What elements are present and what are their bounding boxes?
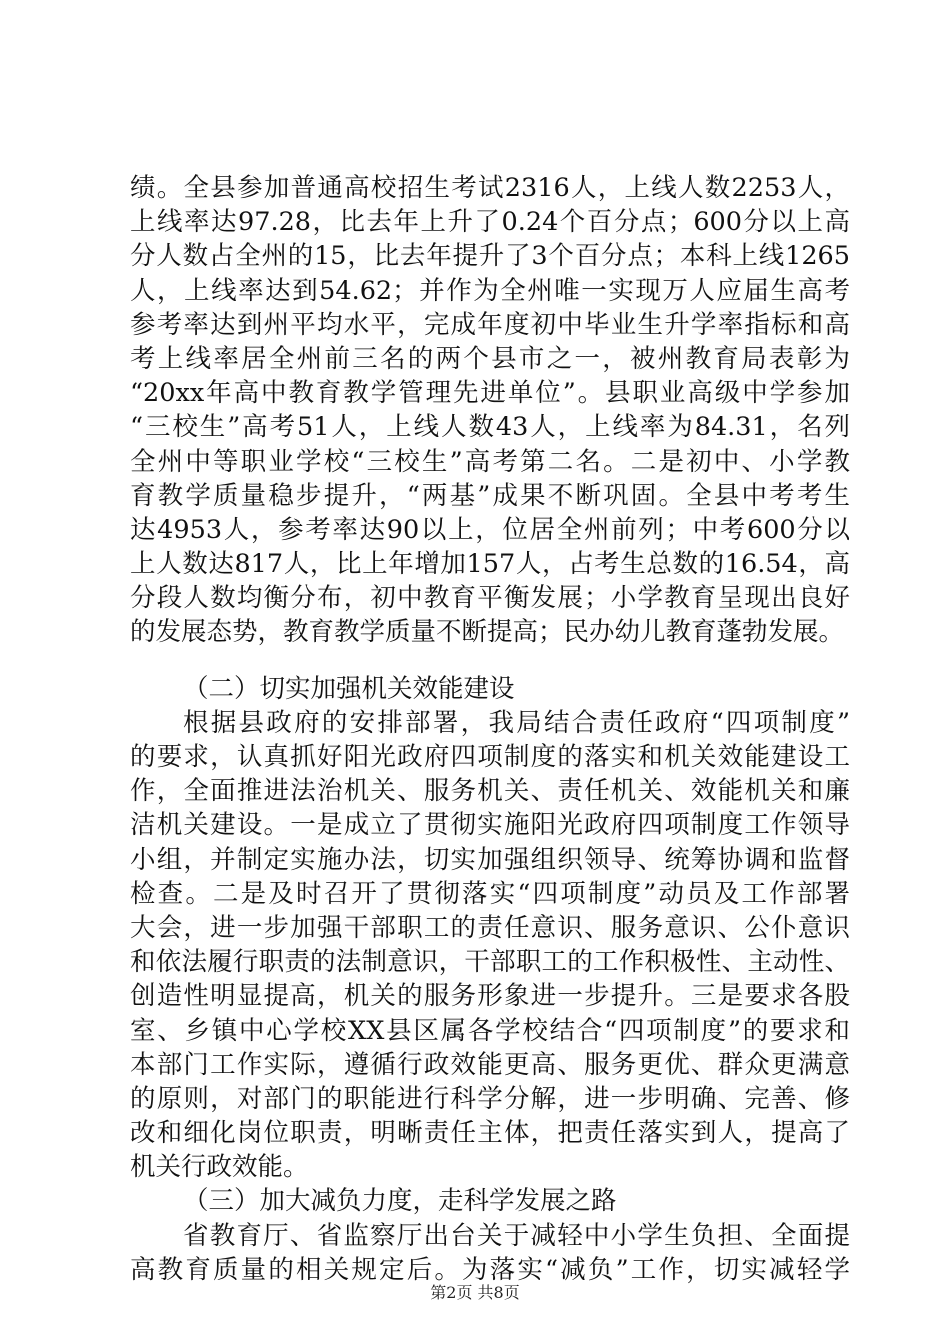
section-heading: （二）切实加强机关效能建设: [183, 673, 515, 704]
text-line: 绩。全县参加普通高校招生考试2316人，上线人数2253人，: [130, 173, 850, 203]
text-line: 分人数占全州的15，比去年提升了3个百分点；本科上线1265: [130, 241, 850, 272]
text-line: 改和细化岗位职责，明晰责任主体，把责任落实到人，提高了: [130, 1118, 850, 1149]
text-line: 大会，进一步加强干部职工的责任意识、服务意识、公仆意识: [130, 912, 850, 943]
text-line: 小组，并制定实施办法，切实加强组织领导、统筹协调和监督: [130, 844, 850, 875]
text-line: 的要求，认真抓好阳光政府四项制度的落实和机关效能建设工: [130, 742, 850, 772]
text-line: 全州中等职业学校“三校生”高考第二名。二是初中、小学教: [130, 446, 850, 477]
text-line: 检查。二是及时召开了贯彻落实“四项制度”动员及工作部署: [130, 878, 850, 909]
text-line: “20xx年高中教育教学管理先进单位”。县职业高级中学参加: [130, 378, 850, 409]
text-line: “三校生”高考51人，上线人数43人，上线率为84.31，名列: [130, 412, 850, 443]
text-line: 根据县政府的安排部署，我局结合责任政府“四项制度”: [183, 707, 850, 738]
text-line: 育教学质量稳步提升，“两基”成果不断巩固。全县中考考生: [130, 480, 850, 511]
paragraph-exam-results: [130, 171, 850, 650]
text-line: 作，全面推进法治机关、服务机关、责任机关、效能机关和廉: [130, 776, 850, 807]
text-line: 上线率达97.28，比去年上升了0.24个百分点；600分以上高: [130, 207, 850, 238]
text-line: 室、乡镇中心学校XX县区属各学校结合“四项制度”的要求和: [130, 1015, 850, 1046]
section-burden-reduction: [130, 1184, 850, 1287]
text-line: 本部门工作实际，遵循行政效能更高、服务更优、群众更满意: [130, 1049, 850, 1080]
text-line: 高教育质量的相关规定后。为落实“减负”工作，切实减轻学: [130, 1254, 850, 1285]
text-line: 洁机关建设。一是成立了贯彻实施阳光政府四项制度工作领导: [130, 810, 850, 841]
page-footer: 第2页 共8页: [430, 1283, 520, 1302]
text-line: 达4953人，参考率达90以上，位居全州前列；中考600分以: [130, 514, 850, 545]
text-line: 考上线率居全州前三名的两个县市之一，被州教育局表彰为: [130, 343, 850, 374]
text-line: 人，上线率达到54.62；并作为全州唯一实现万人应届生高考: [130, 275, 850, 306]
section-heading: （三）加大减负力度，走科学发展之路: [183, 1186, 617, 1217]
paragraph-gap: [130, 650, 850, 672]
text-line: 和依法履行职责的法制意识，干部职工的工作积极性、主动性、: [130, 947, 850, 978]
section-efficiency: [130, 672, 850, 1185]
text-line: 创造性明显提高，机关的服务形象进一步提升。三是要求各股: [130, 981, 850, 1012]
text-line: 省教育厅、省监察厅出台关于减轻中小学生负担、全面提: [183, 1220, 850, 1251]
text-line: 参考率达到州平均水平，完成年度初中毕业生升学率指标和高: [130, 309, 850, 340]
document-body: [130, 171, 850, 1287]
text-line: 的发展态势，教育教学质量不断提高；民办幼儿教育蓬勃发展。: [130, 617, 845, 648]
text-line: 的原则，对部门的职能进行科学分解，进一步明确、完善、修: [130, 1083, 850, 1114]
text-line: 上人数达817人，比上年增加157人，占考生总数的16.54，高: [130, 549, 850, 580]
text-line: 分段人数均衡分布，初中教育平衡发展；小学教育呈现出良好: [130, 583, 850, 614]
text-line: 机关行政效能。: [130, 1152, 309, 1183]
